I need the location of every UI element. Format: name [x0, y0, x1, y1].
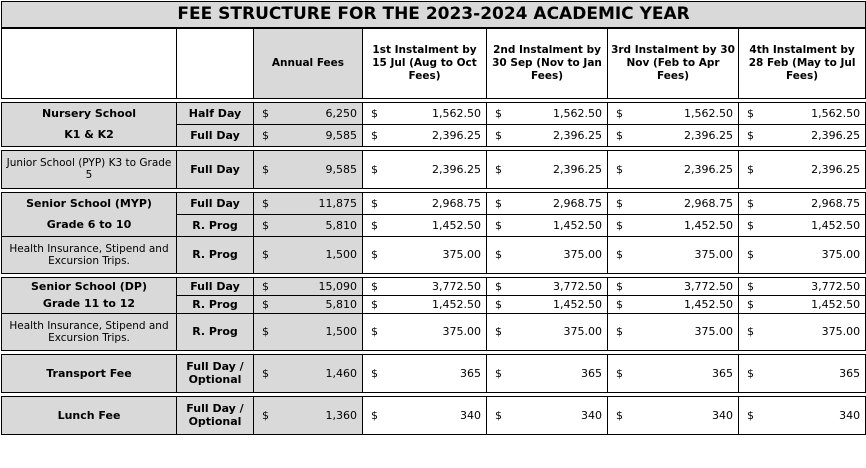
instalment-4-amount: 1,452.50: [769, 295, 866, 313]
annual-fee-currency: $: [254, 313, 284, 350]
instalment-2-currency: $: [487, 102, 517, 124]
section-cell: Transport Fee: [2, 354, 177, 392]
instalment-4-amount: 1,452.50: [769, 214, 866, 236]
annual-fee-currency: $: [254, 354, 284, 392]
annual-fee-amount: 5,810: [284, 295, 363, 313]
header-instalment-1: 1st Instalment by 15 Jul (Aug to Oct Fees): [363, 28, 487, 98]
instalment-4-currency: $: [739, 150, 769, 188]
instalment-2-amount: 3,772.50: [517, 277, 608, 295]
instalment-3-amount: 365: [638, 354, 739, 392]
instalment-3-currency: $: [608, 150, 638, 188]
annual-fee-amount: 1,500: [284, 236, 363, 273]
annual-fee-currency: $: [254, 396, 284, 434]
instalment-1-currency: $: [363, 396, 393, 434]
fee-type-cell: Full Day: [177, 150, 254, 188]
instalment-3-currency: $: [608, 214, 638, 236]
instalment-2-amount: 1,452.50: [517, 214, 608, 236]
annual-fee-amount: 1,360: [284, 396, 363, 434]
fee-type-cell: R. Prog: [177, 295, 254, 313]
instalment-3-currency: $: [608, 313, 638, 350]
annual-fee-currency: $: [254, 124, 284, 146]
instalment-3-amount: 2,396.25: [638, 150, 739, 188]
instalment-2-amount: 375.00: [517, 313, 608, 350]
instalment-4-currency: $: [739, 236, 769, 273]
instalment-2-amount: 1,562.50: [517, 102, 608, 124]
annual-fee-currency: $: [254, 102, 284, 124]
header-annual-fees: Annual Fees: [254, 28, 363, 98]
instalment-3-amount: 3,772.50: [638, 277, 739, 295]
instalment-4-amount: 1,562.50: [769, 102, 866, 124]
instalment-4-currency: $: [739, 124, 769, 146]
annual-fee-amount: 1,500: [284, 313, 363, 350]
instalment-4-currency: $: [739, 214, 769, 236]
instalment-3-amount: 2,396.25: [638, 124, 739, 146]
fee-row: [2, 396, 866, 434]
instalment-4-currency: $: [739, 313, 769, 350]
instalment-1-currency: $: [363, 295, 393, 313]
fee-type-cell: Half Day: [177, 102, 254, 124]
instalment-3-currency: $: [608, 236, 638, 273]
fee-row: [2, 102, 866, 124]
instalment-1-amount: 1,452.50: [393, 295, 487, 313]
instalment-2-amount: 2,396.25: [517, 124, 608, 146]
instalment-1-amount: 2,396.25: [393, 124, 487, 146]
instalment-3-currency: $: [608, 396, 638, 434]
instalment-2-amount: 365: [517, 354, 608, 392]
annual-fee-currency: $: [254, 295, 284, 313]
instalment-1-currency: $: [363, 236, 393, 273]
instalment-1-currency: $: [363, 214, 393, 236]
instalment-3-amount: 375.00: [638, 313, 739, 350]
instalment-2-amount: 2,396.25: [517, 150, 608, 188]
instalment-3-amount: 1,452.50: [638, 214, 739, 236]
section-cell: K1 & K2: [2, 124, 177, 146]
instalment-3-currency: $: [608, 295, 638, 313]
fee-row: [2, 277, 866, 295]
instalment-4-amount: 2,968.75: [769, 192, 866, 214]
instalment-3-currency: $: [608, 124, 638, 146]
instalment-1-currency: $: [363, 192, 393, 214]
annual-fee-amount: 11,875: [284, 192, 363, 214]
instalment-2-currency: $: [487, 214, 517, 236]
header-instalment-4: 4th Instalment by 28 Feb (May to Jul Fees): [739, 28, 866, 98]
instalment-1-currency: $: [363, 354, 393, 392]
instalment-1-currency: $: [363, 150, 393, 188]
section-cell: Grade 11 to 12: [2, 295, 177, 313]
fee-row: [2, 236, 866, 273]
section-cell: Grade 6 to 10: [2, 214, 177, 236]
instalment-2-currency: $: [487, 277, 517, 295]
section-cell: Lunch Fee: [2, 396, 177, 434]
instalment-4-currency: $: [739, 192, 769, 214]
header-instalment-3: 3rd Instalment by 30 Nov (Feb to Apr Fees): [608, 28, 739, 98]
instalment-4-amount: 2,396.25: [769, 124, 866, 146]
fee-type-cell: Full Day / Optional: [177, 354, 254, 392]
instalment-2-currency: $: [487, 150, 517, 188]
instalment-4-amount: 340: [769, 396, 866, 434]
annual-fee-currency: $: [254, 236, 284, 273]
instalment-4-amount: 375.00: [769, 236, 866, 273]
instalment-1-currency: $: [363, 124, 393, 146]
instalment-2-currency: $: [487, 313, 517, 350]
annual-fee-amount: 1,460: [284, 354, 363, 392]
fee-row: [2, 295, 866, 313]
instalment-2-amount: 2,968.75: [517, 192, 608, 214]
header-blank: [177, 28, 254, 98]
section-cell: Senior School (MYP): [2, 192, 177, 214]
annual-fee-currency: $: [254, 277, 284, 295]
instalment-1-amount: 375.00: [393, 313, 487, 350]
annual-fee-currency: $: [254, 214, 284, 236]
section-cell: Junior School (PYP) K3 to Grade 5: [2, 150, 177, 188]
instalment-3-amount: 2,968.75: [638, 192, 739, 214]
instalment-4-amount: 3,772.50: [769, 277, 866, 295]
instalment-3-amount: 375.00: [638, 236, 739, 273]
fee-type-cell: Full Day: [177, 192, 254, 214]
instalment-2-amount: 1,452.50: [517, 295, 608, 313]
instalment-1-amount: 1,562.50: [393, 102, 487, 124]
fee-row: [2, 313, 866, 350]
instalment-1-amount: 1,452.50: [393, 214, 487, 236]
instalment-1-amount: 3,772.50: [393, 277, 487, 295]
instalment-1-amount: 375.00: [393, 236, 487, 273]
header-instalment-2: 2nd Instalment by 30 Sep (Nov to Jan Fees): [487, 28, 608, 98]
page-title: FEE STRUCTURE FOR THE 2023-2024 ACADEMIC YEAR: [2, 2, 866, 29]
fee-row: [2, 214, 866, 236]
instalment-4-amount: 2,396.25: [769, 150, 866, 188]
instalment-4-currency: $: [739, 102, 769, 124]
annual-fee-amount: 6,250: [284, 102, 363, 124]
instalment-3-currency: $: [608, 277, 638, 295]
instalment-2-currency: $: [487, 124, 517, 146]
instalment-2-currency: $: [487, 192, 517, 214]
instalment-3-currency: $: [608, 354, 638, 392]
instalment-2-currency: $: [487, 295, 517, 313]
instalment-1-currency: $: [363, 313, 393, 350]
fee-row: [2, 150, 866, 188]
annual-fee-amount: 9,585: [284, 150, 363, 188]
instalment-4-amount: 375.00: [769, 313, 866, 350]
instalment-1-amount: 365: [393, 354, 487, 392]
instalment-3-amount: 1,452.50: [638, 295, 739, 313]
instalment-3-currency: $: [608, 192, 638, 214]
instalment-2-amount: 375.00: [517, 236, 608, 273]
instalment-1-amount: 2,396.25: [393, 150, 487, 188]
fee-type-cell: R. Prog: [177, 313, 254, 350]
instalment-2-currency: $: [487, 236, 517, 273]
fee-type-cell: Full Day / Optional: [177, 396, 254, 434]
fee-row: [2, 354, 866, 392]
instalment-1-amount: 2,968.75: [393, 192, 487, 214]
instalment-1-amount: 340: [393, 396, 487, 434]
annual-fee-amount: 5,810: [284, 214, 363, 236]
instalment-3-currency: $: [608, 102, 638, 124]
fee-row: [2, 124, 866, 146]
instalment-4-currency: $: [739, 396, 769, 434]
section-cell: Senior School (DP): [2, 277, 177, 295]
instalment-2-currency: $: [487, 354, 517, 392]
fee-type-cell: Full Day: [177, 124, 254, 146]
instalment-1-currency: $: [363, 277, 393, 295]
header-blank: [2, 28, 177, 98]
fee-row: [2, 192, 866, 214]
instalment-4-currency: $: [739, 295, 769, 313]
annual-fee-currency: $: [254, 150, 284, 188]
fee-type-cell: R. Prog: [177, 214, 254, 236]
instalment-1-currency: $: [363, 102, 393, 124]
fee-type-cell: Full Day: [177, 277, 254, 295]
annual-fee-amount: 9,585: [284, 124, 363, 146]
instalment-3-amount: 340: [638, 396, 739, 434]
annual-fee-amount: 15,090: [284, 277, 363, 295]
instalment-4-currency: $: [739, 277, 769, 295]
fee-table: [1, 1, 866, 435]
instalment-3-amount: 1,562.50: [638, 102, 739, 124]
section-cell: Health Insurance, Stipend and Excursion Trips.: [2, 236, 177, 273]
section-cell: Nursery School: [2, 102, 177, 124]
fee-type-cell: R. Prog: [177, 236, 254, 273]
instalment-2-amount: 340: [517, 396, 608, 434]
instalment-4-amount: 365: [769, 354, 866, 392]
instalment-4-currency: $: [739, 354, 769, 392]
instalment-2-currency: $: [487, 396, 517, 434]
annual-fee-currency: $: [254, 192, 284, 214]
section-cell: Health Insurance, Stipend and Excursion Trips.: [2, 313, 177, 350]
